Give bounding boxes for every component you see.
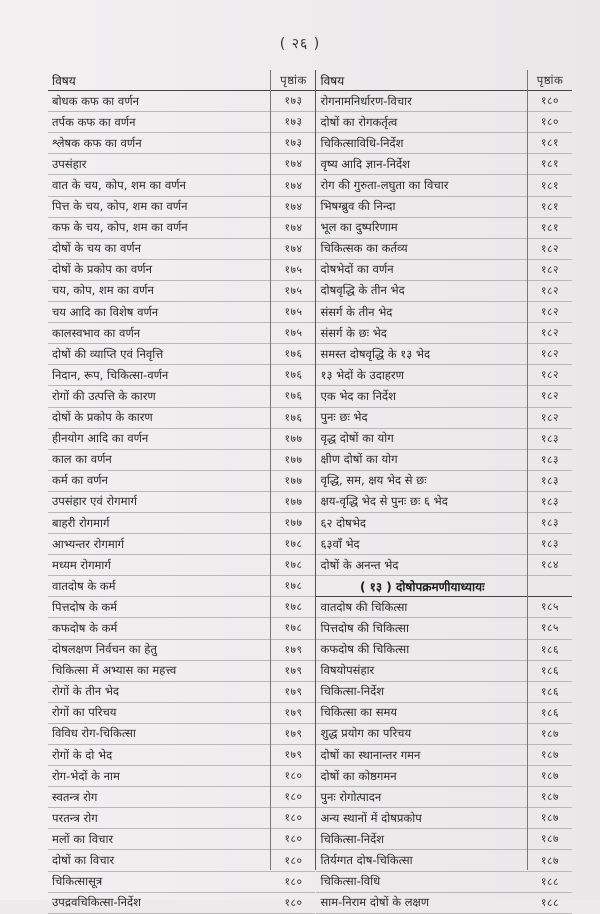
toc-entry — [316, 260, 572, 281]
entry-page-number: १७७ — [284, 495, 303, 508]
entry-title: उपसंहार — [52, 156, 87, 171]
toc-entry — [48, 555, 315, 576]
entry-page-number: १७५ — [284, 327, 303, 340]
entry-page-number: १८३ — [541, 517, 559, 530]
entry-page-number: १८४ — [541, 559, 559, 572]
entry-page-number: १८७ — [541, 791, 559, 804]
toc-entry — [48, 850, 315, 871]
entry-title: कालस्वभाव का वर्णन — [52, 325, 141, 340]
entry-page-number: १८१ — [541, 221, 559, 234]
entry-page-number: १८२ — [541, 306, 559, 319]
toc-entry — [48, 386, 315, 407]
toc-entry — [48, 766, 315, 787]
entry-title: निदान, रूप, चिकित्सा-वर्णन — [52, 367, 169, 382]
entry-title: तर्पक कफ का वर्णन — [52, 114, 136, 129]
entry-title: रोगों के तीन भेद — [52, 684, 120, 699]
entry-title: साम-निराम दोषों के लक्षण — [320, 895, 430, 910]
entry-page-number: १७३ — [284, 137, 303, 150]
column-header — [48, 70, 315, 91]
toc-entry — [316, 365, 572, 386]
toc-entry — [48, 703, 315, 724]
entry-title: दोषों का रोगकर्तृत्व — [320, 114, 398, 129]
entry-page-number: १८१ — [541, 200, 559, 213]
entry-title: दोषवृद्धि के तीन भेद — [320, 283, 405, 298]
entry-page-number: १८७ — [541, 854, 559, 867]
entry-page-number: १८० — [284, 875, 303, 888]
subject-header: विषय — [52, 73, 76, 88]
entry-page-number: १८७ — [541, 727, 559, 740]
entry-page-number: १८१ — [541, 179, 559, 192]
entry-title: आभ्यन्तर रोगमार्ग — [52, 536, 125, 551]
entry-title: कफ के चय, कोप, शम का वर्णन — [52, 220, 188, 235]
toc-entry — [48, 682, 315, 703]
entry-title: दोषों के प्रकोप का वर्णन — [52, 262, 152, 277]
entry-page-number: १७४ — [284, 200, 303, 213]
toc-entry — [48, 597, 315, 618]
toc-entry — [316, 133, 572, 154]
entry-title: मलों का विचार — [52, 831, 114, 846]
toc-entry — [48, 197, 315, 218]
entry-title: काल का वर्णन — [52, 452, 112, 467]
entry-title: बोधक कफ का वर्णन — [52, 93, 140, 108]
entry-page-number: १८० — [284, 896, 303, 909]
entry-title: क्षय-वृद्धि भेद से पुनः छः ६ भेद — [320, 494, 448, 509]
entry-title: संसर्ग के तीन भेद — [320, 304, 393, 319]
entry-page-number: १७५ — [284, 263, 303, 276]
entry-title: वात के चय, कोप, शम का वर्णन — [52, 178, 186, 193]
entry-page-number: १८८ — [541, 896, 559, 909]
entry-page-number: १७६ — [284, 369, 303, 382]
toc-entry — [316, 323, 572, 344]
toc-entry — [48, 618, 315, 639]
toc-entry — [48, 408, 315, 429]
toc-entry — [316, 893, 572, 914]
toc-entry — [48, 513, 315, 534]
entry-title: दोषों का कोष्ठगमन — [320, 768, 397, 783]
column-header — [316, 70, 572, 91]
toc-entry — [316, 154, 572, 175]
toc-entry — [48, 787, 315, 808]
entry-page-number: १८३ — [541, 495, 559, 508]
entry-page-number: १७६ — [284, 348, 303, 361]
entry-title: कफदोष की चिकित्सा — [320, 642, 410, 657]
entry-page-number: १८७ — [541, 833, 559, 846]
toc-entry — [316, 597, 572, 618]
entry-page-number: १८२ — [541, 348, 559, 361]
entry-title: समस्त दोषवृद्धि के १३ भेद — [320, 346, 431, 361]
entry-page-number: १७४ — [284, 179, 303, 192]
entry-title: दोषों के अनन्त भेद — [320, 557, 399, 572]
entry-title: स्वतन्त्र रोग — [52, 789, 98, 804]
entry-title: पित्त के चय, कोप, शम का वर्णन — [52, 199, 188, 214]
entry-title: वृद्ध दोषों का योग — [320, 431, 394, 446]
entry-page-number: १७४ — [284, 242, 303, 255]
toc-entry — [316, 175, 572, 196]
toc-entry — [48, 112, 315, 133]
entry-page-number: १७८ — [284, 559, 303, 572]
entry-title: दोषों का विचार — [52, 853, 115, 868]
toc-entry — [316, 555, 572, 576]
toc-entry — [316, 513, 572, 534]
entry-page-number: १७४ — [284, 158, 303, 171]
toc-entry — [48, 175, 315, 196]
entry-title: विषयोपसंहार — [320, 663, 375, 678]
entry-title: चिकित्सक का कर्तव्य — [320, 241, 408, 256]
toc-entry — [48, 239, 315, 260]
entry-title: पुनः छः भेद — [320, 410, 368, 425]
entry-title: वृद्धि, सम, क्षय भेद से छः — [320, 473, 427, 488]
entry-page-number: १८५ — [541, 601, 559, 614]
toc-entry — [48, 281, 315, 302]
toc-entry — [316, 640, 572, 661]
toc-entry — [316, 618, 572, 639]
entry-title: रोगों के दो भेद — [52, 747, 113, 762]
entry-title: भूल का दुष्परिणाम — [320, 220, 398, 235]
toc-entry — [316, 450, 572, 471]
entry-page-number: १७७ — [284, 453, 303, 466]
toc-entry — [316, 808, 572, 829]
page-header: पृष्ठांक — [280, 72, 307, 87]
entry-page-number: १८२ — [541, 390, 559, 403]
toc-entry — [48, 534, 315, 555]
toc-entry — [316, 682, 572, 703]
toc-entry — [48, 576, 315, 597]
entry-page-number: १७९ — [284, 706, 303, 719]
entry-page-number: १८६ — [541, 706, 559, 719]
toc-entry — [48, 661, 315, 682]
entry-title: रोग-भेदों के नाम — [52, 768, 120, 783]
toc-entry — [316, 534, 572, 555]
entry-page-number: १८१ — [541, 158, 559, 171]
entry-page-number: १८७ — [541, 749, 559, 762]
toc-entry — [316, 344, 572, 365]
entry-page-number: १८५ — [541, 622, 559, 635]
entry-page-number: १८३ — [541, 474, 559, 487]
entry-page-number: १८२ — [541, 327, 559, 340]
table-of-contents — [48, 70, 572, 910]
toc-entry — [316, 239, 572, 260]
toc-entry — [316, 429, 572, 450]
entry-title: दोषों के चय का वर्णन — [52, 241, 142, 256]
entry-page-number: १७९ — [284, 727, 303, 740]
toc-entry — [316, 197, 572, 218]
entry-page-number: १८६ — [541, 685, 559, 698]
entry-title: दोषों का स्थानान्तर गमन — [320, 747, 421, 762]
entry-page-number: १७९ — [284, 685, 303, 698]
entry-title: मध्यम रोगमार्ग — [52, 557, 111, 572]
toc-entry — [48, 745, 315, 766]
toc-entry — [48, 323, 315, 344]
entry-title: पित्तदोष की चिकित्सा — [320, 620, 409, 635]
subject-header: विषय — [320, 73, 345, 88]
entry-title: चिकित्सा में अभ्यास का महत्त्व — [52, 663, 177, 678]
toc-entry — [316, 850, 572, 871]
entry-page-number: १८० — [284, 812, 303, 825]
entry-title: चिकित्सा-निर्देश — [320, 831, 385, 846]
toc-entry — [316, 766, 572, 787]
entry-page-number: १७५ — [284, 306, 303, 319]
toc-entry — [48, 829, 315, 850]
toc-entry — [316, 787, 572, 808]
entry-page-number: १७९ — [284, 643, 303, 656]
entry-title: रोगनामनिर्धारण-विचार — [320, 93, 412, 108]
toc-entry — [48, 260, 315, 281]
entry-page-number: १८६ — [541, 643, 559, 656]
toc-entry — [316, 112, 572, 133]
entry-page-number: १८२ — [541, 263, 559, 276]
toc-entry — [316, 218, 572, 239]
entry-title: विविध रोग-चिकित्सा — [52, 726, 136, 741]
toc-entry — [48, 154, 315, 175]
entry-title: एक भेद का निर्देश — [320, 388, 396, 403]
entry-page-number: १८१ — [541, 137, 559, 150]
entry-title: चिकित्साविधि-निर्देश — [320, 135, 404, 150]
entry-page-number: १७४ — [284, 221, 303, 234]
toc-entry — [48, 344, 315, 365]
toc-entry — [48, 724, 315, 745]
toc-entry — [316, 703, 572, 724]
toc-entry — [48, 429, 315, 450]
entry-title: ६३वाँ भेद — [320, 536, 360, 551]
entry-page-number: १८० — [284, 833, 303, 846]
entry-page-number: १७९ — [284, 749, 303, 762]
entry-title: वातदोष की चिकित्सा — [320, 599, 408, 614]
entry-page-number: १७७ — [284, 517, 303, 530]
toc-entry — [316, 91, 572, 112]
entry-title: चिकित्सा-निर्देश — [320, 684, 385, 699]
entry-title: कफदोष के कर्म — [52, 620, 118, 635]
entry-page-number: १८६ — [541, 664, 559, 677]
entry-title: भिषग्ब्रुव की निन्दा — [320, 199, 396, 214]
entry-page-number: १८३ — [541, 432, 559, 445]
toc-column-right — [316, 70, 572, 910]
toc-entry — [316, 408, 572, 429]
entry-title: दोषभेदों का वर्णन — [320, 262, 394, 277]
entry-page-number: १७३ — [284, 116, 303, 129]
entry-page-number: १७७ — [284, 474, 303, 487]
entry-title: हीनयोग आदि का वर्णन — [52, 431, 149, 446]
entry-title: रोग की गुरुता-लघुता का विचार — [320, 178, 449, 193]
entry-title: शुद्ध प्रयोग का परिचय — [320, 726, 412, 741]
entry-page-number: १८३ — [541, 538, 559, 551]
toc-entry — [316, 471, 572, 492]
toc-entry — [316, 829, 572, 850]
entry-page-number: १८२ — [541, 369, 559, 382]
toc-entry — [316, 281, 572, 302]
entry-title: पित्तदोष के कर्म — [52, 599, 118, 614]
entry-page-number: १८२ — [541, 411, 559, 424]
page-header: पृष्ठांक — [536, 72, 564, 87]
entry-title: चिकित्सा-विधि — [320, 874, 381, 889]
toc-entry — [48, 471, 315, 492]
entry-page-number: १८० — [541, 95, 559, 108]
entry-page-number: १८७ — [541, 812, 559, 825]
page-number: ( २६ ) — [279, 36, 321, 52]
entry-page-number: १८० — [541, 116, 559, 129]
entry-page-number: १८७ — [541, 770, 559, 783]
entry-page-number: १८२ — [541, 284, 559, 297]
entry-page-number: १८० — [284, 770, 303, 783]
entry-page-number: १७९ — [284, 664, 303, 677]
entry-page-number: १७८ — [284, 580, 303, 593]
toc-entry — [48, 450, 315, 471]
entry-page-number: १७६ — [284, 411, 303, 424]
entry-title: वृष्य आदि ज्ञान-निर्देश — [320, 156, 410, 171]
entry-title: रोगों का परिचय — [52, 705, 117, 720]
entry-title: वातदोष के कर्म — [52, 578, 116, 593]
entry-title: १३ भेदों के उदाहरण — [320, 367, 404, 382]
toc-entry — [48, 133, 315, 154]
toc-entry — [48, 91, 315, 112]
entry-title: क्षीण दोषों का योग — [320, 452, 398, 467]
entry-title: चय आदि का विशेष वर्णन — [52, 304, 159, 319]
entry-page-number: १८८ — [541, 875, 559, 888]
entry-page-number: १७८ — [284, 538, 303, 551]
toc-column-left — [48, 70, 316, 910]
entry-page-number: १८० — [284, 854, 303, 867]
entry-page-number: १७७ — [284, 432, 303, 445]
toc-entry — [316, 724, 572, 745]
entry-title: चिकित्सा का समय — [320, 705, 398, 720]
toc-entry — [48, 640, 315, 661]
toc-entry — [48, 492, 315, 513]
entry-page-number: १८३ — [541, 453, 559, 466]
toc-entry — [48, 893, 315, 914]
toc-entry — [316, 492, 572, 513]
toc-entry — [316, 745, 572, 766]
entry-page-number: १७६ — [284, 390, 303, 403]
chapter-heading: ( १३ ) दोषोपक्रमणीयाध्यायः — [316, 576, 572, 597]
toc-entry — [48, 218, 315, 239]
entry-title: पुनः रोगोत्पादन — [320, 789, 382, 804]
entry-title: ६२ दोषभेद — [320, 515, 367, 530]
entry-title: संसर्ग के छः भेद — [320, 325, 387, 340]
entry-title: अन्य स्थानों में दोषप्रकोप — [320, 810, 422, 825]
entry-page-number: १७५ — [284, 284, 303, 297]
entry-title: कर्म का वर्णन — [52, 473, 108, 488]
entry-title: चय, कोप, शम का वर्णन — [52, 283, 154, 298]
entry-title: बाहरी रोगमार्ग — [52, 515, 110, 530]
entry-title: श्लेषक कफ का वर्णन — [52, 135, 142, 150]
toc-entry — [48, 365, 315, 386]
entry-title: उपसंहार एवं रोगमार्ग — [52, 494, 137, 509]
entry-title: रोगों की उत्पत्ति के कारण — [52, 388, 156, 403]
entry-title: दोषों की व्याप्ति एवं निवृत्ति — [52, 346, 164, 361]
entry-page-number: १७३ — [284, 95, 303, 108]
toc-entry — [316, 872, 572, 893]
entry-page-number: १७८ — [284, 601, 303, 614]
toc-entry — [316, 302, 572, 323]
toc-entry — [48, 302, 315, 323]
toc-entry — [48, 872, 315, 893]
entry-title: परतन्त्र रोग — [52, 810, 98, 825]
entry-title: दोषलक्षण निर्वचन का हेतु — [52, 642, 157, 657]
toc-entry — [316, 661, 572, 682]
entry-title: दोषों के प्रकोप के कारण — [52, 410, 153, 425]
entry-page-number: १८० — [284, 791, 303, 804]
entry-title: उपद्रवचिकित्सा-निर्देश — [52, 895, 141, 910]
entry-page-number: १७८ — [284, 622, 303, 635]
entry-page-number: १८२ — [541, 242, 559, 255]
entry-title: चिकित्सासूत्र — [52, 874, 103, 889]
toc-entry — [316, 386, 572, 407]
entry-title: तिर्यग्गत दोष-चिकित्सा — [320, 853, 413, 868]
toc-entry — [48, 808, 315, 829]
